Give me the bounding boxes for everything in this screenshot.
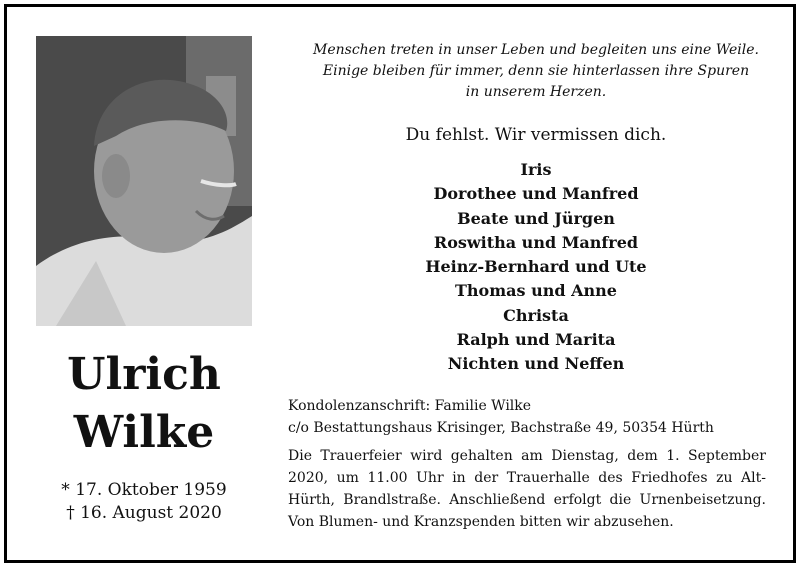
portrait-illustration xyxy=(36,36,252,326)
service-details: Die Trauerfeier wird gehalten am Dienstag, dem 1. September 2020, um 11.00 Uhr in der Trauerhalle des Friedhofes zu Alt-Hürth, Brandlstraße. Anschließend erfolgt die Urnenbeisetzung. Von Blumen- und Kranzspenden bitten wir abzusehen. xyxy=(288,448,766,530)
mourner-name: Thomas und Anne xyxy=(455,281,617,301)
death-date: † 16. August 2020 xyxy=(66,503,222,523)
deceased-last-name: Wilke xyxy=(73,407,215,458)
condolence-line: Kondolenzanschrift: Familie Wilke xyxy=(288,398,532,414)
deceased-first-name: Ulrich xyxy=(67,349,221,400)
portrait-photo xyxy=(36,36,252,326)
mourner-name: Heinz-Bernhard und Ute xyxy=(425,257,647,277)
poem xyxy=(296,40,776,103)
mourner-name: Iris xyxy=(520,160,552,179)
condolence-line: c/o Bestattungshaus Krisinger, Bachstraße 49, 50354 Hürth xyxy=(288,420,714,436)
condolence-address xyxy=(288,395,768,439)
poem-line: in unserem Herzen. xyxy=(465,84,607,100)
mourners-list xyxy=(296,158,776,377)
mourner-name: Christa xyxy=(503,305,569,325)
mourner-name: Ralph und Marita xyxy=(456,330,616,350)
poem-line: Menschen treten in unser Leben und begleiten uns eine Weile. xyxy=(313,42,759,58)
mourner-name: Dorothee und Manfred xyxy=(433,184,639,204)
poem-line: Einige bleiben für immer, denn sie hinterlassen ihre Spuren xyxy=(322,63,750,79)
mourner-name: Nichten und Neffen xyxy=(447,354,625,374)
mourner-name: Beate und Jürgen xyxy=(457,208,615,228)
birth-date: * 17. Oktober 1959 xyxy=(61,480,227,500)
miss-line: Du fehlst. Wir vermissen dich. xyxy=(405,125,667,145)
mourner-name: Roswitha und Manfred xyxy=(433,232,639,252)
